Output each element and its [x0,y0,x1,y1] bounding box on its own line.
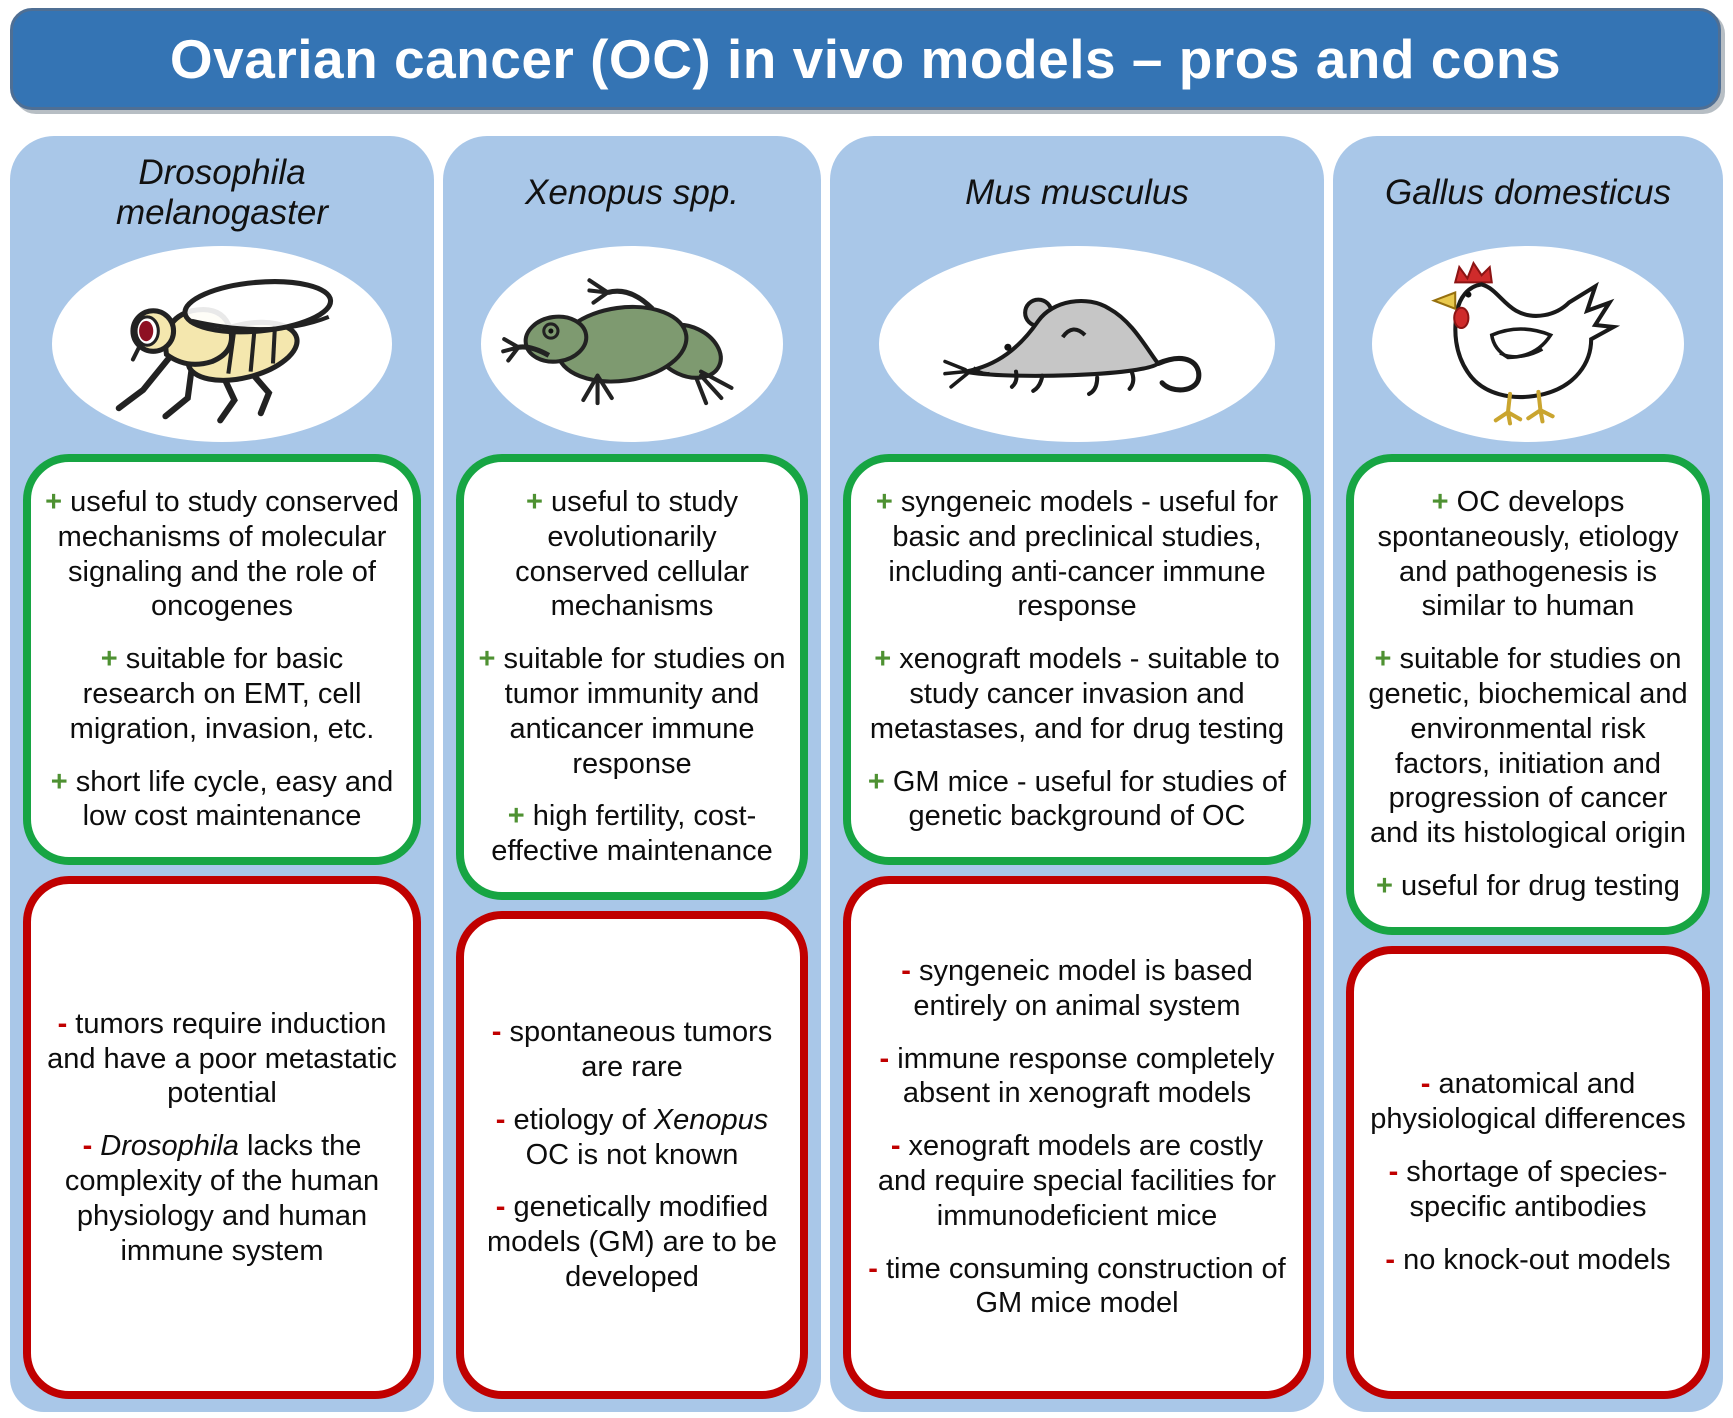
pro-item: + suitable for studies on tumor immunity and anticancer immune response [478,643,786,780]
plus-sign: + [1376,869,1402,902]
pros-list [861,476,1293,843]
pros-list [1364,476,1692,913]
model-column-1 [10,136,434,1412]
plus-sign: + [50,765,76,798]
minus-sign: - [1420,1068,1439,1101]
pro-item: + GM mice - useful for studies of genetic background of OC [867,765,1287,833]
con-item: - immune response completely absent in xenograft models [879,1042,1275,1110]
pros-box [1346,454,1710,935]
minus-sign: - [1388,1155,1407,1188]
model-column-4 [1333,136,1723,1412]
columns-container [10,136,1722,1412]
pro-item: + OC develops spontaneously, etiology and pathogenesis is similar to human [1377,486,1679,623]
plus-sign: + [875,486,901,518]
pro-item: + short life cycle, easy and low cost maintenance [50,765,394,833]
title-bar [10,8,1721,110]
con-item: - Drosophila lacks the complexity of the human physiology and human immune system [64,1130,380,1267]
con-item: - anatomical and physiological differences [1370,1068,1686,1136]
species-name: Gallus domesticus [1385,172,1671,212]
model-column-2 [443,136,821,1412]
minus-sign: - [901,955,919,987]
minus-sign: - [495,1191,514,1224]
minus-sign: - [890,1130,909,1163]
species-name: Xenopus spp. [524,172,740,212]
animal-ellipse [52,246,391,442]
pros-list [41,476,403,843]
plus-sign: + [478,643,504,676]
plus-sign: + [100,643,126,676]
cons-box [843,876,1311,1399]
minus-sign: - [1385,1243,1404,1276]
pro-item: + useful to study evolutionarily conserved cellular mechanisms [515,486,749,623]
plus-sign: + [874,643,900,676]
model-column-3 [830,136,1324,1412]
con-item: - no knock-out models [1385,1243,1671,1276]
minus-sign: - [57,1007,76,1040]
plus-sign: + [1374,643,1400,676]
cons-list [1364,968,1692,1377]
con-item: - shortage of species-specific antibodies [1388,1155,1668,1223]
minus-sign: - [879,1042,898,1075]
mouse-icon [903,258,1251,430]
pro-item: + useful for drug testing [1376,869,1680,902]
fly-icon [73,258,371,430]
minus-sign: - [495,1103,514,1136]
pro-item: + useful to study conserved mechanisms of molecular signaling and the role of oncogenes [45,486,399,623]
plus-sign: + [867,765,893,798]
cons-box [23,876,421,1399]
con-item: - syngeneic model is based entirely on animal system [901,955,1253,1022]
minus-sign: - [868,1252,886,1285]
plus-sign: + [526,486,551,518]
poster-title: Ovarian cancer (OC) in vivo models – pros and cons [169,28,1562,90]
minus-sign: - [491,1016,510,1049]
con-item: - time consuming construction of GM mice model [868,1252,1286,1320]
plus-sign: + [45,486,71,518]
plus-sign: + [1431,486,1457,518]
con-item: - spontaneous tumors are rare [491,1016,773,1083]
con-item: - tumors require induction and have a poor metastatic potential [47,1007,397,1110]
animal-ellipse [1372,246,1684,442]
chicken-icon [1391,258,1666,430]
minus-sign: - [82,1130,101,1163]
animal-ellipse [879,246,1274,442]
cons-list [861,898,1293,1377]
con-item: - genetically modified models (GM) are to be developed [486,1191,778,1293]
cons-list [474,933,790,1377]
pro-item: + suitable for studies on genetic, biochemical and environmental risk factors, initiation and progression of cancer and its histological origin [1368,643,1688,850]
cons-box [456,911,808,1399]
pro-item: + xenograft models - suitable to study cancer invasion and metastases, and for drug testing [869,643,1285,745]
pros-list [474,476,790,878]
cons-list [41,898,403,1377]
pro-item: + high fertility, cost-effective maintenance [491,800,773,868]
pro-item: + suitable for basic research on EMT, cell migration, invasion, etc. [69,643,375,745]
pros-box [843,454,1311,865]
con-item: - xenograft models are costly and require special facilities for immunodeficient mice [877,1130,1277,1232]
species-name: Mus musculus [965,172,1189,212]
plus-sign: + [507,800,533,833]
con-item: - etiology of Xenopus OC is not known [495,1103,769,1171]
frog-icon [499,258,765,430]
animal-ellipse [481,246,783,442]
pros-box [23,454,421,865]
cons-box [1346,946,1710,1399]
pros-box [456,454,808,900]
species-name: Drosophila melanogaster [115,152,329,232]
pro-item: + syngeneic models - useful for basic and preclinical studies, including anti-cancer immune response [875,486,1279,623]
